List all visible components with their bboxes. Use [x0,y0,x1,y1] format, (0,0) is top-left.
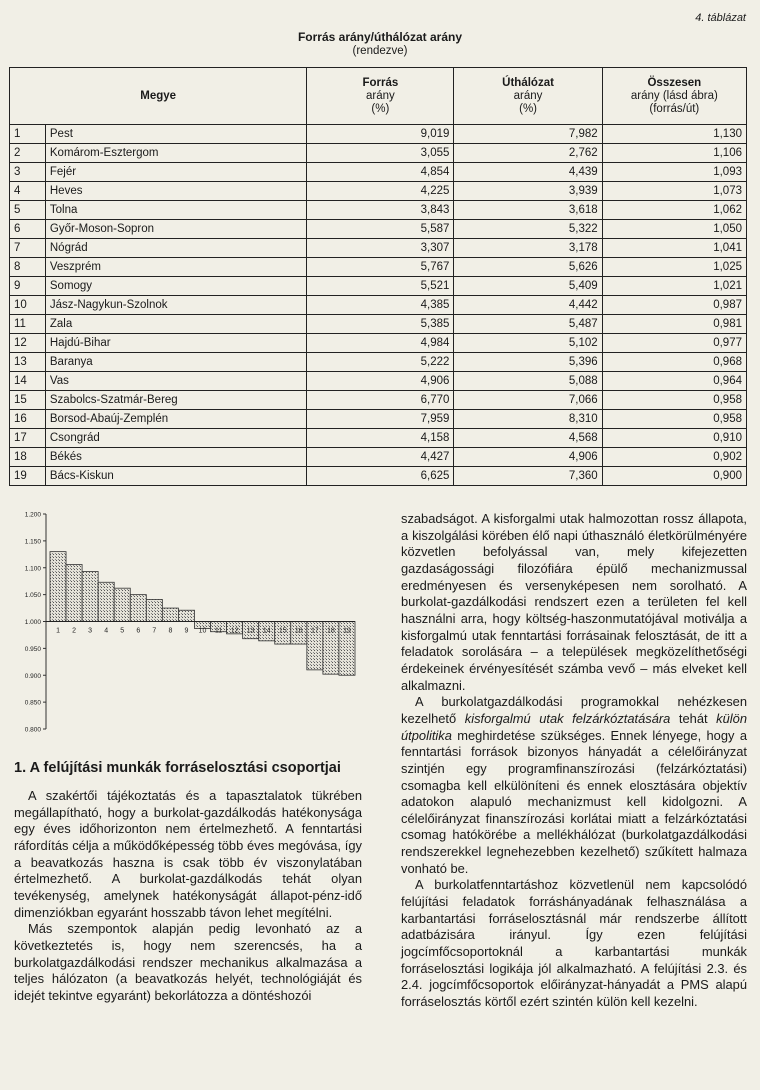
y-tick-label: 1.000 [24,619,41,626]
uthalozat-value: 4,439 [454,163,602,182]
left-paragraph-1: A szakértői tájékoztatás és a tapasztalatok tükrében megállapítható, hogy a burkolat-gazdálkodás hatékonysága egy éves időhorizonton nem értelmezhető. A fenntartási ráfordítás célja a működőképesség több éves megóvása, így a beavatkozás haszna is csak több év viszonylatában értelmezhető. A burkolat-gazdálkodás tehát olyan tevékenység, amelynek hatékonyságát állapot-pénz-idő dimenziókban egyaránt hosszabb távon lehet megítélni. [14,788,362,920]
osszesen-value: 0,958 [602,391,746,410]
osszesen-value: 0,902 [602,448,746,467]
forras-value: 4,906 [307,372,454,391]
table-row [10,163,747,182]
ratio-bar-chart [14,506,359,734]
county-name: Hajdú-Bihar [45,334,306,353]
category-label: 10 [198,627,207,635]
row-index: 19 [10,467,46,486]
forras-value: 5,587 [307,220,454,239]
row-index: 12 [10,334,46,353]
table-subtitle: (rendezve) [352,45,408,57]
category-label: 17 [310,627,319,635]
table-row [10,258,747,277]
row-index: 9 [10,277,46,296]
county-name: Borsod-Abaúj-Zemplén [45,410,306,429]
table-row [10,201,747,220]
uthalozat-value: 5,322 [454,220,602,239]
county-name: Szabolcs-Szatmár-Bereg [45,391,306,410]
osszesen-value: 1,130 [602,125,746,144]
table-row [10,372,747,391]
forras-value: 4,158 [307,429,454,448]
uthalozat-value: 8,310 [454,410,602,429]
uthalozat-value: 4,568 [454,429,602,448]
bar-7 [146,599,162,621]
category-label: 16 [294,627,303,635]
left-paragraph-2: Más szempontok alapján pedig levonható az a következtetés is, hogy nem szerencsés, ha a burkolatgazdálkodási rendszer mechanikus alkalmazása a teljes hálózaton (a beavatkozás helyét, technológiáját és idejét tekintve egyaránt) bekorlátozza a döntéshozói [14,921,362,1003]
osszesen-value: 0,977 [602,334,746,353]
uthalozat-value: 5,396 [454,353,602,372]
row-index: 4 [10,182,46,201]
forras-value: 3,307 [307,239,454,258]
header-forras: Forrás arány (%) [307,68,454,125]
row-index: 1 [10,125,46,144]
uthalozat-value: 3,178 [454,239,602,258]
county-name: Csongrád [45,429,306,448]
header-uthalozat: Úthálózat arány (%) [454,68,602,125]
osszesen-value: 0,900 [602,467,746,486]
category-label: 6 [136,627,141,635]
forras-value: 4,854 [307,163,454,182]
osszesen-value: 0,964 [602,372,746,391]
row-index: 17 [10,429,46,448]
bar-2 [66,565,82,622]
table-row [10,391,747,410]
left-column [14,788,362,1005]
forras-value: 3,843 [307,201,454,220]
forras-value: 3,055 [307,144,454,163]
table-row [10,277,747,296]
forras-value: 5,767 [307,258,454,277]
table-row [10,315,747,334]
table-row [10,410,747,429]
header-osszesen: Összesen arány (lásd ábra) (forrás/út) [602,68,746,125]
osszesen-value: 0,910 [602,429,746,448]
y-tick-label: 0.800 [24,726,41,734]
row-index: 16 [10,410,46,429]
right-paragraph-3: A burkolatfenntartáshoz közvetlenül nem kapcsolódó felújítási feladatok forráshányadának felhasználása a karbantartási forráselosztásnál már rendszerbe állított adatbázisára irányul. Így ezen felújítási jogcímfőcsoportoknál a karbantartási munkák forráselosztási logikája jól alkalmazható. A felújítási 2.3. és 2.4. jogcímfőcsoportok előirányzat-hányadát a PMS alapú forráselosztás körtől ezért szintén külön kell kezelni. [401,877,747,1010]
osszesen-value: 1,073 [602,182,746,201]
forras-value: 5,521 [307,277,454,296]
category-label: 7 [152,627,157,635]
row-index: 8 [10,258,46,277]
y-tick-label: 0.850 [24,699,41,707]
uthalozat-value: 7,982 [454,125,602,144]
osszesen-value: 1,093 [602,163,746,182]
county-name: Tolna [45,201,306,220]
table-row [10,182,747,201]
table-title: Forrás arány/úthálózat arány [297,30,463,44]
y-tick-label: 0.950 [24,645,41,653]
uthalozat-value: 5,102 [454,334,602,353]
table-row [10,220,747,239]
row-index: 7 [10,239,46,258]
row-index: 5 [10,201,46,220]
table-row [10,353,747,372]
osszesen-value: 1,106 [602,144,746,163]
osszesen-value: 1,062 [602,201,746,220]
uthalozat-value: 7,360 [454,467,602,486]
osszesen-value: 0,981 [602,315,746,334]
osszesen-value: 0,958 [602,410,746,429]
table-row [10,125,747,144]
uthalozat-value: 3,618 [454,201,602,220]
category-label: 18 [327,627,335,635]
table-row [10,144,747,163]
county-name: Pest [45,125,306,144]
row-index: 13 [10,353,46,372]
y-tick-label: 1.150 [24,538,41,546]
table-body [10,125,747,486]
osszesen-value: 1,041 [602,239,746,258]
county-name: Veszprém [45,258,306,277]
category-label: 13 [246,627,255,635]
uthalozat-value: 4,442 [454,296,602,315]
table-row [10,448,747,467]
row-index: 6 [10,220,46,239]
forras-value: 6,625 [307,467,454,486]
bar-5 [114,588,130,621]
bar-6 [130,595,146,622]
category-label: 8 [168,627,173,635]
category-label: 3 [88,627,93,635]
bar-8 [162,608,178,621]
forras-value: 4,984 [307,334,454,353]
county-name: Jász-Nagykun-Szolnok [45,296,306,315]
osszesen-value: 0,968 [602,353,746,372]
forras-value: 5,222 [307,353,454,372]
forras-value: 4,225 [307,182,454,201]
table-row [10,239,747,258]
table-row [10,296,747,315]
category-label: 1 [56,627,60,635]
forras-value: 4,427 [307,448,454,467]
row-index: 2 [10,144,46,163]
y-tick-label: 1.100 [24,565,41,573]
county-name: Békés [45,448,306,467]
row-index: 18 [10,448,46,467]
osszesen-value: 1,025 [602,258,746,277]
row-index: 14 [10,372,46,391]
forras-value: 9,019 [307,125,454,144]
uthalozat-value: 5,487 [454,315,602,334]
uthalozat-value: 4,906 [454,448,602,467]
right-paragraph-2: A burkolatgazdálkodási programokkal nehézkesen kezelhető kisforgalmú utak felzárkóztatására tehát külön útpolitika meghirdetése szükséges. Ennek lényege, hogy a fenntartási források bizonyos hányadát a célelőirányzat szintjén egy programfinanszírozási (felzárkóztatási) csomagba kell elkülöníteni és ennek elosztására objektív adatokon alapuló mechanizmust kell kidolgozni. A célelőirányzat finanszírozási korlátai miatt a felzárkóztatási csomag hatókörébe a mellékhálózat (burkolatgazdálkodási rendszerekkel legnehezebben kezelhető) szűkített halmaza vonható be. [401,694,747,876]
county-name: Győr-Moson-Sopron [45,220,306,239]
uthalozat-value: 3,939 [454,182,602,201]
category-label: 4 [104,627,109,635]
osszesen-value: 1,021 [602,277,746,296]
county-name: Baranya [45,353,306,372]
ratio-table [9,67,747,486]
category-label: 9 [184,627,189,635]
category-label: 5 [120,627,125,635]
table-row [10,334,747,353]
section-heading: 1. A felújítási munkák forráselosztási csoportjai [14,760,341,776]
y-tick-label: 0.900 [24,672,41,680]
bar-9 [178,610,194,621]
category-label: 15 [278,627,287,635]
county-name: Vas [45,372,306,391]
table-number: 4. táblázat [695,12,746,24]
osszesen-value: 0,987 [602,296,746,315]
right-paragraph-1: szabadságot. A kisforgalmi utak halmozottan rossz állapota, a kiszolgálási körében élő napi úthasználó életkörülményére közvetlen befolyással van, mely kifejezetten gazdaságossági filozófiára épülő mechanizmussal eredményesen és versenyképesen nem sorolható. A burkolat-gazdálkodási rendszert ezen a területen fel kell használni arra, hogy költség-haszonmutatójával motiválja a kisforgalmú utak fenntartási forrásainak felosztását, de itt a feladatok sorolására – a települések megközelíthetőségi érdekeinek érvényesítését számba vevő – más elveket kell alkalmazni. [401,511,747,693]
uthalozat-value: 5,409 [454,277,602,296]
header-megye: Megye [10,68,307,125]
bar-1 [50,552,66,622]
category-label: 2 [72,627,77,635]
table-row [10,467,747,486]
forras-value: 4,385 [307,296,454,315]
y-tick-label: 1.200 [24,511,41,519]
table-row [10,429,747,448]
category-label: 12 [230,627,239,635]
uthalozat-value: 5,088 [454,372,602,391]
osszesen-value: 1,050 [602,220,746,239]
bar-3 [82,572,98,622]
county-name: Komárom-Esztergom [45,144,306,163]
uthalozat-value: 5,626 [454,258,602,277]
uthalozat-value: 7,066 [454,391,602,410]
county-name: Somogy [45,277,306,296]
row-index: 10 [10,296,46,315]
y-tick-label: 1.050 [24,592,41,600]
forras-value: 6,770 [307,391,454,410]
row-index: 11 [10,315,46,334]
bar-4 [98,582,114,621]
category-label: 19 [343,627,351,635]
county-name: Bács-Kiskun [45,467,306,486]
forras-value: 5,385 [307,315,454,334]
category-label: 14 [262,627,271,635]
row-index: 3 [10,163,46,182]
county-name: Zala [45,315,306,334]
county-name: Fejér [45,163,306,182]
row-index: 15 [10,391,46,410]
right-column [401,511,747,1011]
county-name: Nógrád [45,239,306,258]
uthalozat-value: 2,762 [454,144,602,163]
category-label: 11 [214,627,223,635]
forras-value: 7,959 [307,410,454,429]
county-name: Heves [45,182,306,201]
